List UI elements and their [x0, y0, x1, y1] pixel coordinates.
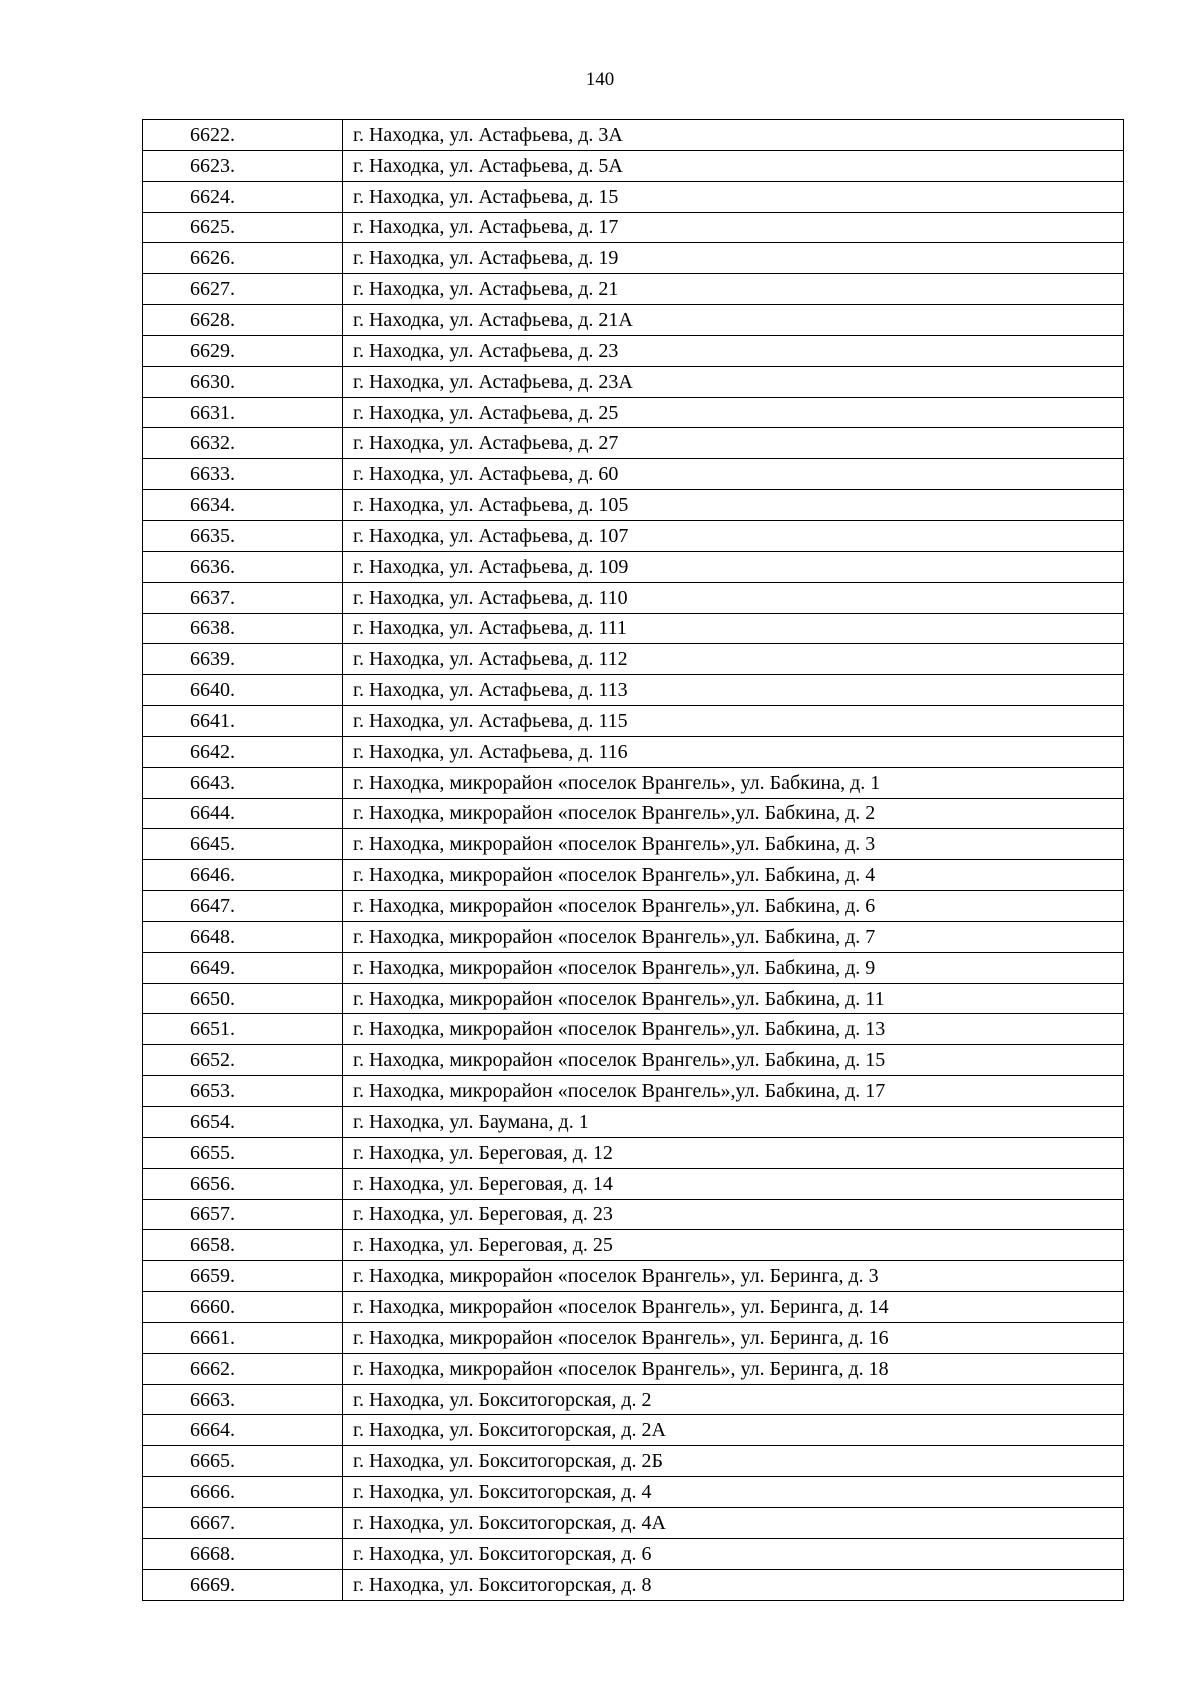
row-number: 6651.: [143, 1014, 343, 1045]
row-number: 6631.: [143, 397, 343, 428]
row-address: г. Находка, микрорайон «поселок Врангель»,ул. Бабкина, д. 4: [343, 860, 1124, 891]
table-row: [143, 1230, 1124, 1261]
row-number: 6656.: [143, 1168, 343, 1199]
row-number: 6669.: [143, 1569, 343, 1600]
row-number: 6655.: [143, 1137, 343, 1168]
row-number: 6644.: [143, 798, 343, 829]
row-address: г. Находка, ул. Астафьева, д. 110: [343, 582, 1124, 613]
table-row: [143, 150, 1124, 181]
row-number: 6666.: [143, 1477, 343, 1508]
row-address: г. Находка, ул. Бокситогорская, д. 6: [343, 1538, 1124, 1569]
row-address: г. Находка, микрорайон «поселок Врангель»,ул. Бабкина, д. 15: [343, 1045, 1124, 1076]
row-address: г. Находка, микрорайон «поселок Врангель», ул. Беринга, д. 14: [343, 1292, 1124, 1323]
table-row: [143, 829, 1124, 860]
row-number: 6628.: [143, 305, 343, 336]
table-row: [143, 1045, 1124, 1076]
row-number: 6634.: [143, 490, 343, 521]
row-number: 6654.: [143, 1107, 343, 1138]
row-address: г. Находка, ул. Бокситогорская, д. 4А: [343, 1507, 1124, 1538]
row-number: 6668.: [143, 1538, 343, 1569]
table-row: [143, 1168, 1124, 1199]
row-number: 6662.: [143, 1353, 343, 1384]
row-address: г. Находка, микрорайон «поселок Врангель»,ул. Бабкина, д. 6: [343, 891, 1124, 922]
row-address: г. Находка, ул. Астафьева, д. 116: [343, 736, 1124, 767]
row-address: г. Находка, ул. Астафьева, д. 60: [343, 459, 1124, 490]
row-number: 6635.: [143, 520, 343, 551]
table-row: [143, 767, 1124, 798]
row-address: г. Находка, ул. Астафьева, д. 3А: [343, 120, 1124, 151]
row-address: г. Находка, ул. Астафьева, д. 109: [343, 551, 1124, 582]
row-number: 6625.: [143, 212, 343, 243]
row-number: 6640.: [143, 675, 343, 706]
row-number: 6652.: [143, 1045, 343, 1076]
table-row: [143, 520, 1124, 551]
row-number: 6667.: [143, 1507, 343, 1538]
row-address: г. Находка, ул. Астафьева, д. 105: [343, 490, 1124, 521]
address-table: [142, 119, 1124, 1601]
row-number: 6645.: [143, 829, 343, 860]
row-number: 6639.: [143, 644, 343, 675]
table-row: [143, 1538, 1124, 1569]
row-number: 6648.: [143, 921, 343, 952]
page-number: 140: [585, 69, 615, 90]
table-row: [143, 1076, 1124, 1107]
row-number: 6665.: [143, 1446, 343, 1477]
row-address: г. Находка, ул. Астафьева, д. 25: [343, 397, 1124, 428]
table-row: [143, 952, 1124, 983]
table-row: [143, 120, 1124, 151]
row-address: г. Находка, ул. Астафьева, д. 23А: [343, 366, 1124, 397]
row-address: г. Находка, ул. Береговая, д. 25: [343, 1230, 1124, 1261]
table-row: [143, 459, 1124, 490]
row-number: 6659.: [143, 1261, 343, 1292]
row-address: г. Находка, микрорайон «поселок Врангель»,ул. Бабкина, д. 7: [343, 921, 1124, 952]
row-address: г. Находка, ул. Астафьева, д. 15: [343, 181, 1124, 212]
row-address: г. Находка, ул. Бокситогорская, д. 2А: [343, 1415, 1124, 1446]
table-row: [143, 551, 1124, 582]
row-number: 6623.: [143, 150, 343, 181]
table-row: [143, 212, 1124, 243]
table-row: [143, 1384, 1124, 1415]
row-address: г. Находка, ул. Береговая, д. 12: [343, 1137, 1124, 1168]
row-address: г. Находка, ул. Баумана, д. 1: [343, 1107, 1124, 1138]
row-address: г. Находка, микрорайон «поселок Врангель», ул. Беринга, д. 16: [343, 1322, 1124, 1353]
table-row: [143, 706, 1124, 737]
table-row: [143, 1446, 1124, 1477]
row-number: 6630.: [143, 366, 343, 397]
table-row: [143, 860, 1124, 891]
table-row: [143, 428, 1124, 459]
row-number: 6649.: [143, 952, 343, 983]
row-number: 6657.: [143, 1199, 343, 1230]
row-number: 6636.: [143, 551, 343, 582]
table-row: [143, 921, 1124, 952]
row-address: г. Находка, ул. Бокситогорская, д. 8: [343, 1569, 1124, 1600]
row-address: г. Находка, ул. Астафьева, д. 23: [343, 335, 1124, 366]
table-row: [143, 490, 1124, 521]
table-row: [143, 613, 1124, 644]
row-number: 6637.: [143, 582, 343, 613]
row-address: г. Находка, ул. Астафьева, д. 107: [343, 520, 1124, 551]
row-number: 6641.: [143, 706, 343, 737]
table-row: [143, 274, 1124, 305]
row-number: 6638.: [143, 613, 343, 644]
row-address: г. Находка, микрорайон «поселок Врангель», ул. Бабкина, д. 1: [343, 767, 1124, 798]
table-row: [143, 1507, 1124, 1538]
row-address: г. Находка, ул. Бокситогорская, д. 2: [343, 1384, 1124, 1415]
row-number: 6647.: [143, 891, 343, 922]
row-number: 6650.: [143, 983, 343, 1014]
row-number: 6658.: [143, 1230, 343, 1261]
row-number: 6622.: [143, 120, 343, 151]
row-number: 6664.: [143, 1415, 343, 1446]
row-address: г. Находка, ул. Астафьева, д. 19: [343, 243, 1124, 274]
row-number: 6633.: [143, 459, 343, 490]
row-number: 6653.: [143, 1076, 343, 1107]
table-row: [143, 582, 1124, 613]
table-row: [143, 1353, 1124, 1384]
row-address: г. Находка, ул. Астафьева, д. 5А: [343, 150, 1124, 181]
table-row: [143, 644, 1124, 675]
row-address: г. Находка, ул. Астафьева, д. 115: [343, 706, 1124, 737]
table-row: [143, 1199, 1124, 1230]
table-row: [143, 1322, 1124, 1353]
table-row: [143, 305, 1124, 336]
row-address: г. Находка, микрорайон «поселок Врангель»,ул. Бабкина, д. 17: [343, 1076, 1124, 1107]
row-address: г. Находка, микрорайон «поселок Врангель»,ул. Бабкина, д. 11: [343, 983, 1124, 1014]
table-row: [143, 1107, 1124, 1138]
table-row: [143, 675, 1124, 706]
row-address: г. Находка, микрорайон «поселок Врангель»,ул. Бабкина, д. 2: [343, 798, 1124, 829]
row-address: г. Находка, ул. Бокситогорская, д. 2Б: [343, 1446, 1124, 1477]
row-number: 6660.: [143, 1292, 343, 1323]
table-row: [143, 243, 1124, 274]
address-table-body: [143, 120, 1124, 1601]
row-address: г. Находка, ул. Астафьева, д. 111: [343, 613, 1124, 644]
table-row: [143, 181, 1124, 212]
table-row: [143, 798, 1124, 829]
row-number: 6626.: [143, 243, 343, 274]
table-row: [143, 736, 1124, 767]
table-row: [143, 1477, 1124, 1508]
row-number: 6624.: [143, 181, 343, 212]
row-address: г. Находка, ул. Астафьева, д. 27: [343, 428, 1124, 459]
row-address: г. Находка, микрорайон «поселок Врангель»,ул. Бабкина, д. 9: [343, 952, 1124, 983]
table-row: [143, 1292, 1124, 1323]
row-address: г. Находка, микрорайон «поселок Врангель», ул. Беринга, д. 18: [343, 1353, 1124, 1384]
row-number: 6663.: [143, 1384, 343, 1415]
row-number: 6642.: [143, 736, 343, 767]
table-row: [143, 397, 1124, 428]
row-address: г. Находка, ул. Астафьева, д. 21А: [343, 305, 1124, 336]
row-number: 6646.: [143, 860, 343, 891]
row-address: г. Находка, ул. Астафьева, д. 113: [343, 675, 1124, 706]
row-address: г. Находка, микрорайон «поселок Врангель», ул. Беринга, д. 3: [343, 1261, 1124, 1292]
row-address: г. Находка, ул. Береговая, д. 23: [343, 1199, 1124, 1230]
table-row: [143, 1569, 1124, 1600]
table-row: [143, 983, 1124, 1014]
row-number: 6627.: [143, 274, 343, 305]
table-row: [143, 1137, 1124, 1168]
table-row: [143, 366, 1124, 397]
row-address: г. Находка, ул. Бокситогорская, д. 4: [343, 1477, 1124, 1508]
row-address: г. Находка, ул. Астафьева, д. 21: [343, 274, 1124, 305]
row-number: 6643.: [143, 767, 343, 798]
table-row: [143, 1261, 1124, 1292]
row-address: г. Находка, микрорайон «поселок Врангель»,ул. Бабкина, д. 13: [343, 1014, 1124, 1045]
table-row: [143, 1014, 1124, 1045]
row-number: 6629.: [143, 335, 343, 366]
row-address: г. Находка, ул. Астафьева, д. 112: [343, 644, 1124, 675]
table-row: [143, 1415, 1124, 1446]
table-row: [143, 335, 1124, 366]
row-number: 6661.: [143, 1322, 343, 1353]
row-number: 6632.: [143, 428, 343, 459]
table-row: [143, 891, 1124, 922]
row-address: г. Находка, ул. Астафьева, д. 17: [343, 212, 1124, 243]
row-address: г. Находка, ул. Береговая, д. 14: [343, 1168, 1124, 1199]
row-address: г. Находка, микрорайон «поселок Врангель»,ул. Бабкина, д. 3: [343, 829, 1124, 860]
